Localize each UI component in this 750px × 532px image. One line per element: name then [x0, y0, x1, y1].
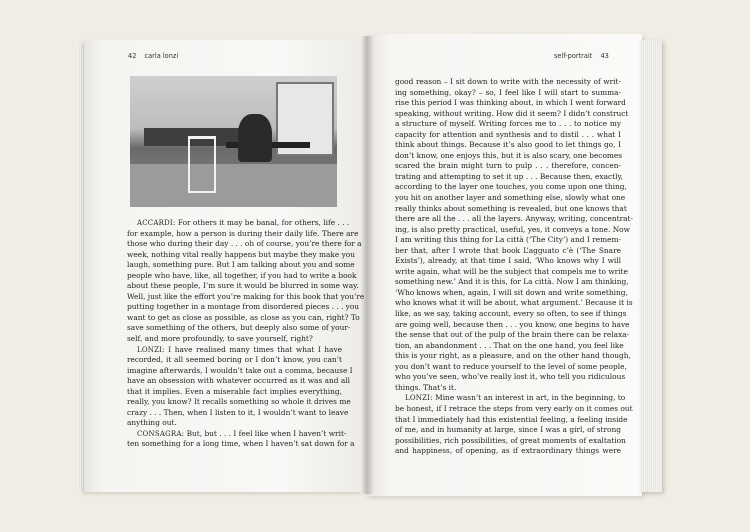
right-page-line	[395, 151, 621, 162]
right-page-line	[395, 393, 626, 404]
photo-icon	[130, 76, 337, 207]
left-page-line	[127, 334, 342, 345]
left-page-line	[127, 281, 359, 292]
photo-floor	[130, 164, 337, 207]
left-page-line	[127, 270, 357, 282]
left-page-body	[127, 218, 365, 450]
right-page-line	[395, 130, 621, 141]
right-page-line-text: really thinks about something is revealed, but one knows that	[395, 203, 627, 213]
right-page-line	[395, 140, 621, 151]
right-page-line	[395, 98, 626, 109]
right-page-line	[395, 414, 628, 426]
left-page-line	[127, 228, 359, 240]
right-page-line-text: that I immediately had this existential feeling, a feeling inside	[395, 414, 628, 424]
left-page-line-text: I have realised many times that what I have	[168, 344, 343, 354]
speaker-label: LONZI:	[405, 394, 436, 403]
left-page-line-text: Well, just like the effort you’re making for this book that you’re	[127, 291, 365, 301]
right-page-line-text: I am writing this thing for La città (‘The City’) and I remem-	[395, 235, 621, 245]
photo-person	[238, 114, 272, 162]
right-page-line-text: trating and attempting to set it up . . . Because then, exactly,	[395, 171, 623, 181]
right-page-line-text: good reason – I sit down to write with the necessity of writ-	[395, 77, 621, 86]
right-page-line	[395, 224, 630, 236]
right-page-line	[395, 235, 621, 246]
right-page-line-text: you hit on another layer and something else, slowly what one	[395, 193, 626, 203]
right-page-line	[395, 277, 629, 288]
right-page-line-text: ber that, after I wrote that book L’agguato c’è (‘The Snare	[395, 245, 621, 255]
right-page-line	[395, 203, 627, 215]
left-page-line-text: ten something for a long time, when I haven’t sat down for a	[127, 439, 355, 449]
right-page-line	[395, 372, 626, 383]
left-page-line-text: laugh, something pure. But I am talking about you and some	[127, 260, 355, 270]
right-page-number: 43	[600, 52, 609, 60]
right-page-line-text: and happiness, of opening, as if extraordinary things were	[395, 446, 621, 456]
right-page-line-text: don’t know, one enjoys this, but it is also scary, one becomes	[395, 150, 623, 160]
right-page-line-text: this is your right, as a pleasure, and on the other hand though,	[395, 351, 631, 361]
left-page-line	[127, 428, 347, 440]
left-page-line-text: anything out.	[127, 418, 177, 428]
right-running-head	[548, 52, 609, 60]
right-page-line	[395, 172, 621, 183]
left-page-line	[127, 302, 360, 313]
speaker-label: LONZI:	[137, 345, 169, 354]
right-page-line	[395, 214, 633, 225]
left-running-head-title: carla lonzi	[144, 52, 179, 60]
right-page-line-text: possibilities, rich possibilities, of great moments of exaltation	[395, 435, 626, 445]
right-page-line-text: things. That’s it.	[395, 382, 457, 392]
left-page-line-text: putting together in a montage from disordered pieces . . . you	[127, 302, 360, 312]
right-page-line-text: of me, and in humanity at large, since I was a girl, of strong	[395, 425, 621, 435]
right-page-line	[395, 77, 621, 88]
right-page-line	[395, 287, 628, 299]
right-page-line-text: be honest, if I retrace the steps from very early on it comes out	[395, 403, 633, 413]
left-page-line-text: crazy . . . Then, when I listen to it, I wouldn’t want to leave	[127, 407, 349, 417]
left-page-line-text: that it implies. Even a miserable fact implies everything,	[127, 386, 342, 396]
right-page-line	[395, 446, 621, 457]
right-page-line-text: capacity for attention and synthesis and to distil . . . what I	[395, 129, 621, 139]
left-page-line-text: week, nothing vital really happens but maybe they make you	[127, 249, 355, 259]
left-page-line	[127, 376, 350, 387]
right-page-line-text: speaking, without writing. How did it seem? I didn’t construct	[395, 108, 629, 118]
right-page-line-text: who you’ve seen, who’ve really lost it, who tell you ridiculous	[395, 372, 626, 382]
left-page-line-text: want to get as close as possible, as close as you can, right? To	[127, 312, 360, 322]
right-page-line	[395, 108, 629, 120]
left-page-line-text: imagine afterwards, I wouldn’t take out a comma, because I	[127, 365, 353, 375]
open-book	[78, 34, 668, 502]
left-page-line-text: recorded, it all seemed boring or I don’t know, you can’t	[127, 355, 342, 365]
right-page-line	[395, 330, 630, 341]
right-page-line	[395, 298, 633, 309]
right-page-line-text: something new.’ And it is this, for La città. Now I am thinking,	[395, 277, 629, 287]
left-page-line	[127, 312, 360, 324]
left-page-line	[127, 387, 342, 398]
right-page-line	[395, 435, 626, 447]
right-page-line-text: ing something, okay? – so, I feel like I will start to summa-	[395, 87, 621, 97]
right-page-line	[395, 425, 621, 436]
right-page-line	[395, 340, 624, 352]
right-page-line	[395, 266, 628, 278]
right-page-line	[395, 88, 621, 99]
left-page-line-text: But, but . . . I feel like when I haven’t writ-	[186, 428, 347, 438]
left-page-line	[127, 365, 353, 377]
right-page-line	[395, 193, 626, 204]
left-page-line	[127, 218, 350, 229]
left-page-line	[127, 249, 355, 261]
left-page-line-text: For others it may be banal, for others, life . . .	[177, 218, 350, 227]
left-page-line	[127, 291, 365, 303]
right-page-line-text: rise this period I was thinking about, in which I went forward	[395, 98, 626, 108]
right-page-line	[395, 119, 621, 130]
right-page-line	[395, 351, 631, 362]
left-page-line	[127, 397, 351, 408]
left-page-line-text: those who during their day . . . oh of course, you’re there for a	[127, 239, 362, 249]
left-page-line	[127, 239, 362, 250]
right-page-line	[395, 309, 627, 320]
left-page-line-text: people who have, like, all together, if you had to write a book	[127, 270, 357, 280]
left-page-line-text: for example, how a person is during their daily life. There are	[127, 228, 359, 238]
left-page-line-text: about these people, I’m sure it would be blurred in some way.	[127, 281, 359, 291]
left-page-line	[127, 345, 342, 356]
right-page-body	[395, 77, 633, 457]
speaker-label: CONSAGRA:	[137, 429, 187, 438]
left-page-line	[127, 439, 355, 450]
left-page-line	[127, 355, 342, 366]
left-page-line-text: save something of the others, but deeply also some of your-	[127, 323, 351, 333]
right-running-head-title: self-portrait	[554, 52, 593, 60]
right-page-line-text: you don’t want to reduce yourself to the level of some people,	[395, 361, 627, 371]
right-page-edges	[640, 40, 662, 492]
book-gutter	[360, 36, 374, 494]
left-page-line	[127, 260, 355, 271]
left-page-line-text: have an obsession with whatever occurred as it was and all	[127, 376, 350, 386]
right-page-line-text: who knows what it will be about, what argument.’ Because it is	[395, 298, 633, 308]
right-page-line-text: scared the brain might turn to pulp . . . therefore, concen-	[395, 161, 621, 171]
right-page-line	[395, 361, 627, 373]
right-page-line-text: write again, what will be the subject that compels me to write	[395, 266, 628, 276]
left-page-line-text: self, and more profoundly, to save yourself, right?	[127, 334, 313, 344]
right-page-line-text: there are all the . . . all the layers. Anyway, writing, concentrat-	[395, 214, 633, 224]
left-page-line	[127, 323, 351, 334]
photo-chair	[188, 136, 216, 193]
left-page-line-text: really, you know? It recalls something so whole it drives me	[127, 397, 351, 407]
right-page-line	[395, 161, 621, 172]
right-page-line-text: like, as we say, taking account, every so often, to see if things	[395, 309, 627, 319]
right-page-line-text: the sense that out of the pulp of the brain there can be relaxa-	[395, 330, 630, 340]
right-page-line	[395, 403, 633, 415]
right-page-line-text: are going well, because then . . . you know, one begins to have	[395, 319, 630, 329]
right-page-line-text: Mine wasn’t an interest in art, in the beginning, to	[435, 393, 626, 403]
right-page-line	[395, 182, 627, 193]
right-page-line-text: a structure of myself. Writing forces me to . . . to notice my	[395, 119, 621, 129]
right-page-line-text: think about things. Because it’s also good to let things go, I	[395, 140, 621, 150]
right-page-line-text: according to the layer one touches, you come upon one thing,	[395, 182, 627, 192]
right-page-line-text: tion, an abandonment . . . That on the one hand, you feel like	[395, 340, 624, 350]
left-running-head	[128, 52, 184, 60]
right-page-line	[395, 246, 621, 257]
left-page-number: 42	[128, 52, 137, 60]
left-page-line	[127, 418, 342, 429]
speaker-label: ACCARDI:	[137, 219, 178, 227]
right-page-line-text: ‘Who knows when, again, I will sit down and write something,	[395, 287, 628, 297]
right-page-line-text: Exists’), already, at that time I said, ‘Who knows why I will	[395, 256, 621, 266]
right-page-line-text: ing, is also pretty practical, useful, yes, it conveys a tone. Now	[395, 224, 630, 234]
right-page-line	[395, 319, 630, 331]
left-page-line	[127, 407, 349, 419]
right-page-line	[395, 383, 621, 394]
right-page-line	[395, 256, 621, 267]
